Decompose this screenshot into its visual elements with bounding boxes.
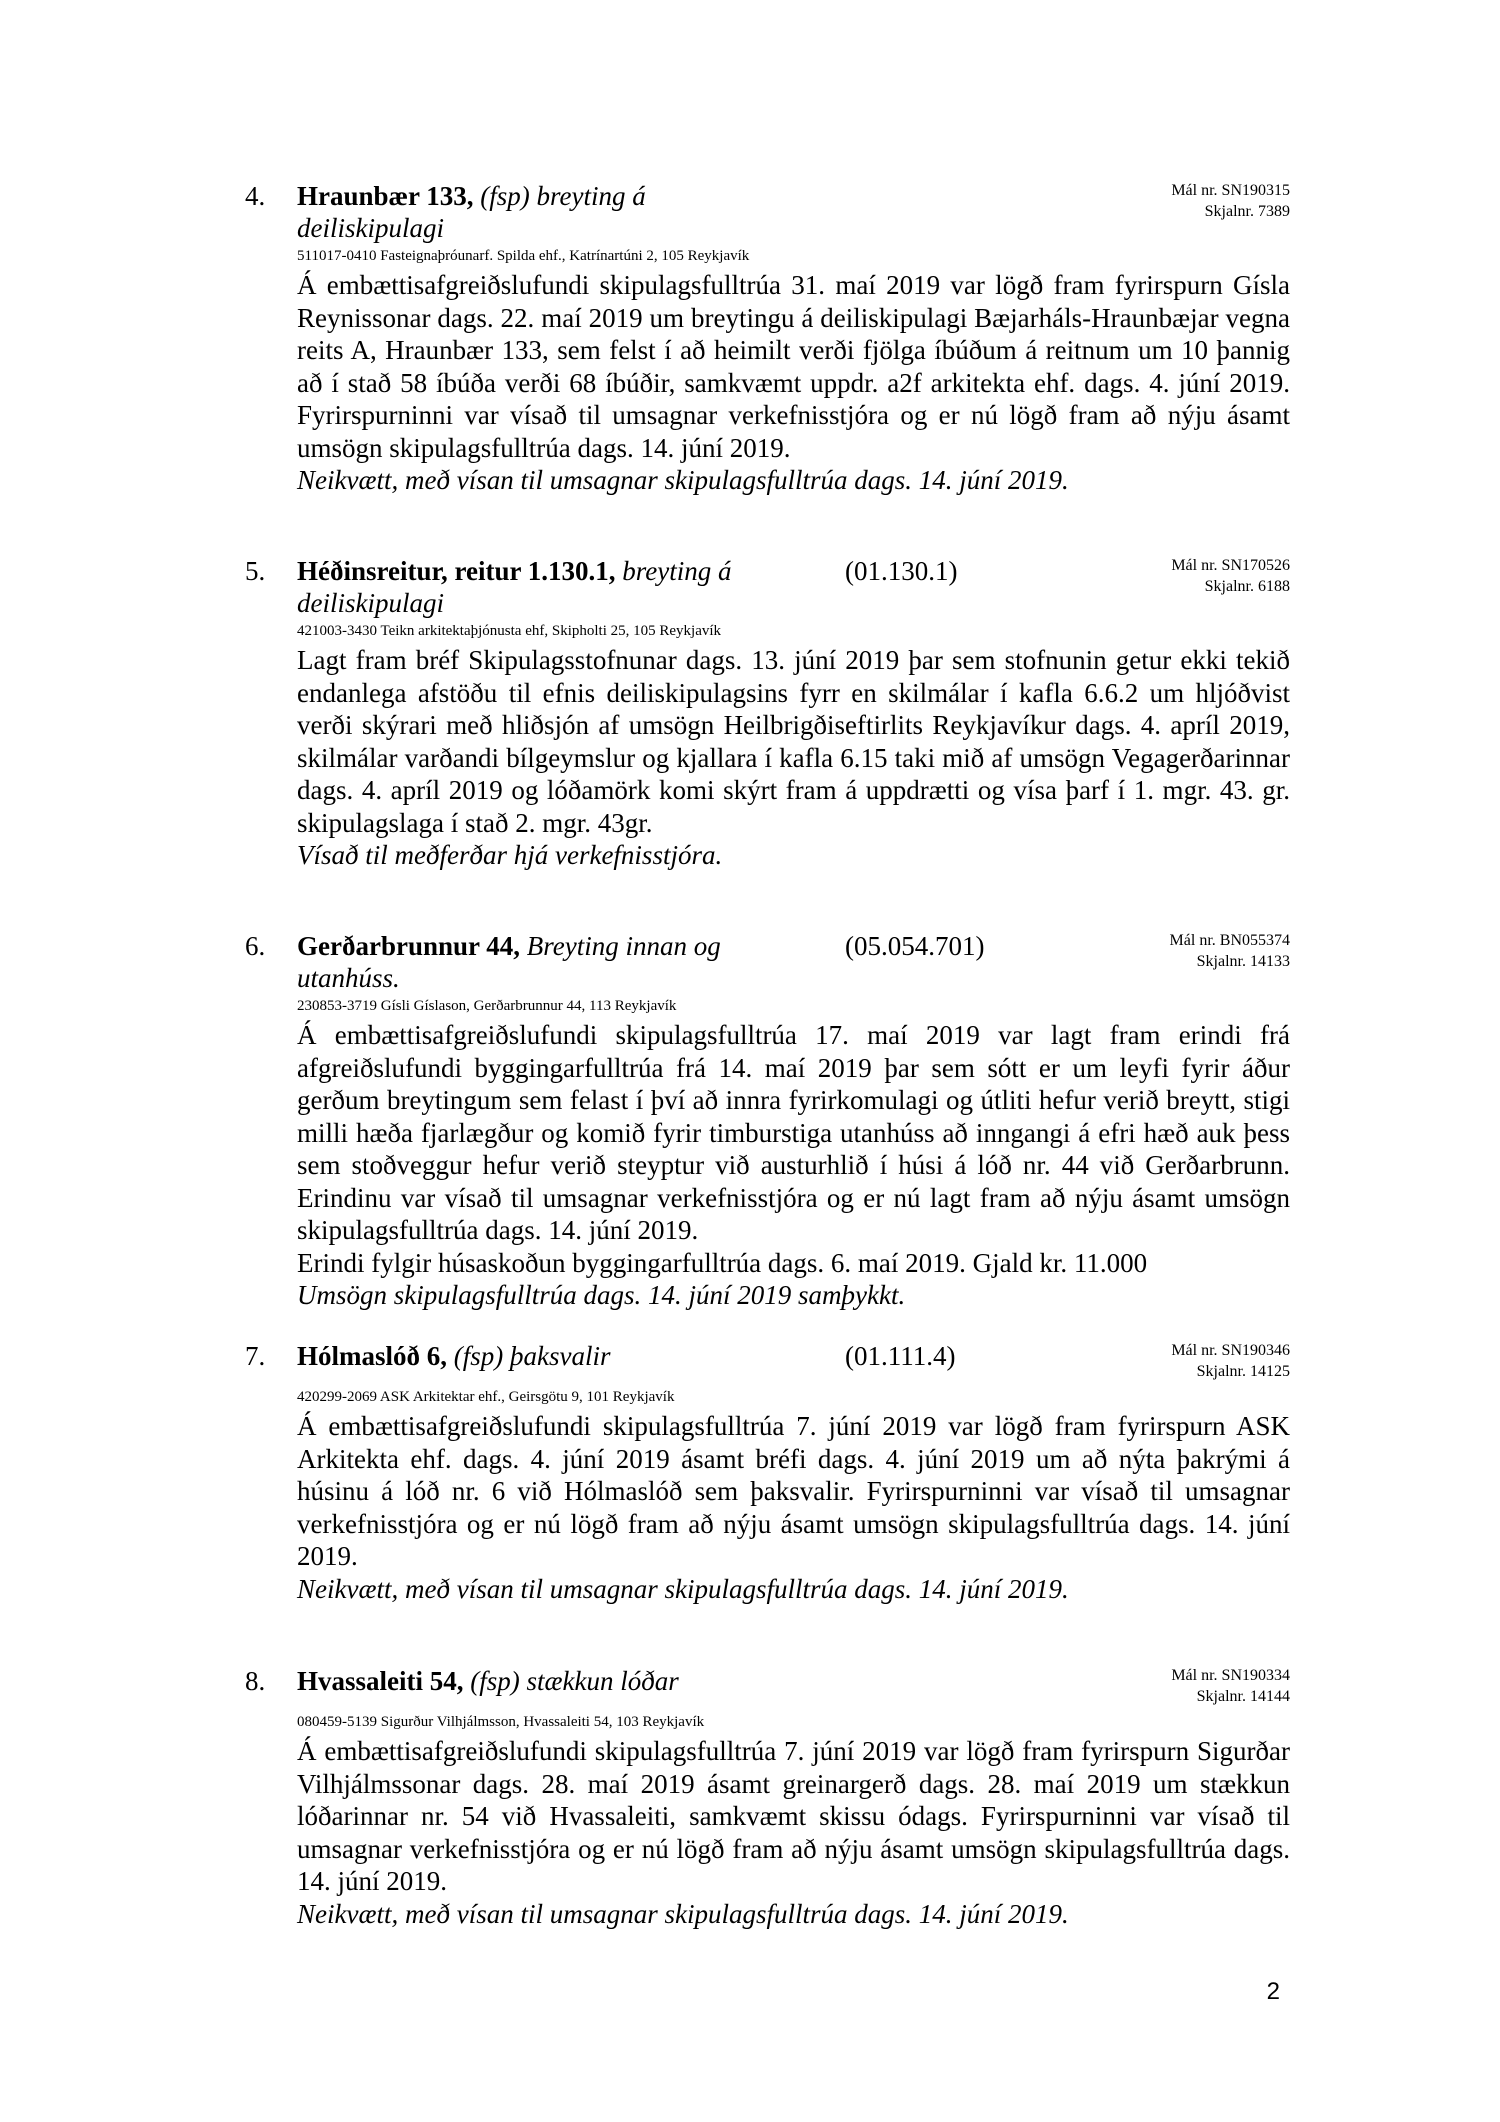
document-number: Skjalnr. 14133 (1196, 953, 1290, 970)
applicant: 230853-3719 Gísli Gíslason, Gerðarbrunnur 44, 113 Reykjavík (297, 998, 677, 1014)
item-title (297, 930, 737, 994)
case-reference (1171, 555, 1290, 597)
item-subject: (fsp) stækkun lóðar (470, 1666, 679, 1696)
case-number: Mál nr. SN190334 (1171, 1667, 1290, 1684)
item-description: Á embættisafgreiðslufundi skipulagsfulltrúa 31. maí 2019 var lögð fram fyrirspurn Gísla Reynissonar dags. 22. maí 2019 um breytingu á deiliskipulagi Bæjarháls-Hraunbæjar vegna reits A, Hraunbær 133, sem felst í að heimilt verði fjölga íbúðum á reitnum um 10 þannig að í stað 58 íbúða verði 68 íbúðir, samkvæmt uppdr. a2f arkitekta ehf. dags. 4. júní 2019. Fyrirspurninni var vísað til umsagnar verkefnisstjóra og er nú lögð fram að nýju ásamt umsögn skipulagsfulltrúa dags. 14. júní 2019. (297, 270, 1290, 463)
item-body (297, 1019, 1290, 1312)
item-title (297, 1340, 757, 1372)
item-number: 4. (245, 181, 266, 211)
applicant: 080459-5139 Sigurður Vilhjálmsson, Hvassaleiti 54, 103 Reykjavík (297, 1714, 705, 1730)
item-description: Á embættisafgreiðslufundi skipulagsfulltrúa 7. júní 2019 var lögð fram fyrirspurn ASK Arkitekta ehf. dags. 4. júní 2019 ásamt bréfi dags. 4. júní 2019 um að nýta þakrými á húsinu á lóð nr. 6 við Hólmaslóð sem þaksvalir. Fyrirspurninni var vísað til umsagnar verkefnisstjóra og er nú lögð fram að nýju ásamt umsögn skipulagsfulltrúa dags. 14. júní 2019. (297, 1411, 1290, 1571)
item-address: Hólmaslóð 6, (297, 1341, 448, 1371)
item-body (297, 269, 1290, 497)
item-title (297, 1665, 757, 1697)
item-subject: breyting á deiliskipulagi (297, 556, 732, 618)
item-number: 6. (245, 931, 266, 961)
applicant: 511017-0410 Fasteignaþróunarf. Spilda ehf., Katrínartúni 2, 105 Reykjavík (297, 248, 750, 264)
page-number: 2 (1266, 1978, 1280, 2005)
case-number: Mál nr. SN190315 (1171, 182, 1290, 199)
item-number: 5. (245, 556, 266, 586)
item-extra: Erindi fylgir húsaskoðun byggingarfulltrúa dags. 6. maí 2019. Gjald kr. 11.000 (297, 1247, 1148, 1278)
item-body (297, 644, 1290, 872)
document-number: Skjalnr. 7389 (1204, 203, 1290, 220)
land-code: (01.130.1) (845, 556, 958, 586)
item-decision: Umsögn skipulagsfulltrúa dags. 14. júní 2019 samþykkt. (297, 1280, 906, 1310)
item-subject: (fsp) breyting á deiliskipulagi (297, 181, 646, 243)
case-reference (1170, 930, 1290, 972)
applicant: 421003-3430 Teikn arkitektaþjónusta ehf, Skipholti 25, 105 Reykjavík (297, 623, 722, 639)
item-decision: Vísað til meðferðar hjá verkefnisstjóra. (297, 840, 723, 870)
case-reference (1171, 1340, 1290, 1382)
case-number: Mál nr. SN170526 (1171, 557, 1290, 574)
item-number: 8. (245, 1666, 266, 1696)
land-code: (05.054.701) (845, 931, 985, 961)
document-number: Skjalnr. 6188 (1204, 578, 1290, 595)
item-subject: (fsp) þaksvalir (453, 1341, 611, 1371)
item-address: Héðinsreitur, reitur 1.130.1, (297, 556, 616, 586)
item-title (297, 180, 757, 244)
case-reference (1171, 180, 1290, 222)
case-number: Mál nr. BN055374 (1169, 932, 1290, 949)
case-reference (1171, 1665, 1290, 1707)
document-number: Skjalnr. 14144 (1196, 1688, 1290, 1705)
case-number: Mál nr. SN190346 (1171, 1342, 1290, 1359)
item-subject: Breyting innan og utanhúss. (297, 931, 721, 993)
item-number: 7. (245, 1341, 266, 1371)
item-description: Á embættisafgreiðslufundi skipulagsfulltrúa 17. maí 2019 var lagt fram erindi frá afgreiðslufundi byggingarfulltrúa frá 14. maí 2019 þar sem sótt er um leyfi fyrir áður gerðum breytingum sem felast í því að innra fyrirkomulagi og útliti hefur verið breytt, stigi milli hæða fjarlægður og komið fyrir timburstiga utanhúss að inngangi á efri hæð auk þess sem stoðveggur hefur verið steyptur við austurhlið í húsi á lóð nr. 44 við Gerðarbrunn. Erindinu var vísað til umsagnar verkefnisstjóra og er nú lagt fram að nýju ásamt umsögn skipulagsfulltrúa dags. 14. júní 2019. (297, 1020, 1290, 1245)
item-body (297, 1735, 1290, 1930)
item-description: Lagt fram bréf Skipulagsstofnunar dags. 13. júní 2019 þar sem stofnunin getur ekki tekið endanlega afstöðu til efnis deiliskipulagsins fyrr en skilmálar í kafla 6.6.2 um hljóðvist verði skýrari með hliðsjón af umsögn Heilbrigðiseftirlits Reykjavíkur dags. 4. apríl 2019, skilmálar varðandi bílgeymslur og kjallara í kafla 6.15 taki mið af umsögn Vegagerðarinnar dags. 4. apríl 2019 og lóðamörk komi skýrt fram á uppdrætti og vísa þarf í 1. mgr. 43. gr. skipulagslaga í stað 2. mgr. 43gr. (297, 645, 1290, 838)
item-address: Hvassaleiti 54, (297, 1666, 464, 1696)
item-decision: Neikvætt, með vísan til umsagnar skipulagsfulltrúa dags. 14. júní 2019. (297, 1898, 1069, 1929)
document-number: Skjalnr. 14125 (1196, 1363, 1290, 1380)
item-decision: Neikvætt, með vísan til umsagnar skipulagsfulltrúa dags. 14. júní 2019. (297, 1573, 1069, 1604)
land-code: (01.111.4) (845, 1341, 956, 1371)
item-body (297, 1410, 1290, 1605)
item-decision: Neikvætt, með vísan til umsagnar skipulagsfulltrúa dags. 14. júní 2019. (297, 465, 1069, 495)
item-title (297, 555, 757, 619)
item-description: Á embættisafgreiðslufundi skipulagsfulltrúa 7. júní 2019 var lögð fram fyrirspurn Sigurðar Vilhjálmssonar dags. 28. maí 2019 ásamt greinargerð dags. 28. maí 2019 um stækkun lóðarinnar nr. 54 við Hvassaleiti, samkvæmt skissu ódags. Fyrirspurninni var vísað til umsagnar verkefnisstjóra og er nú lögð fram að nýju ásamt umsögn skipulagsfulltrúa dags. 14. júní 2019. (297, 1736, 1290, 1896)
item-address: Hraunbær 133, (297, 181, 474, 211)
applicant: 420299-2069 ASK Arkitektar ehf., Geirsgötu 9, 101 Reykjavík (297, 1389, 675, 1405)
item-address: Gerðarbrunnur 44, (297, 931, 521, 961)
